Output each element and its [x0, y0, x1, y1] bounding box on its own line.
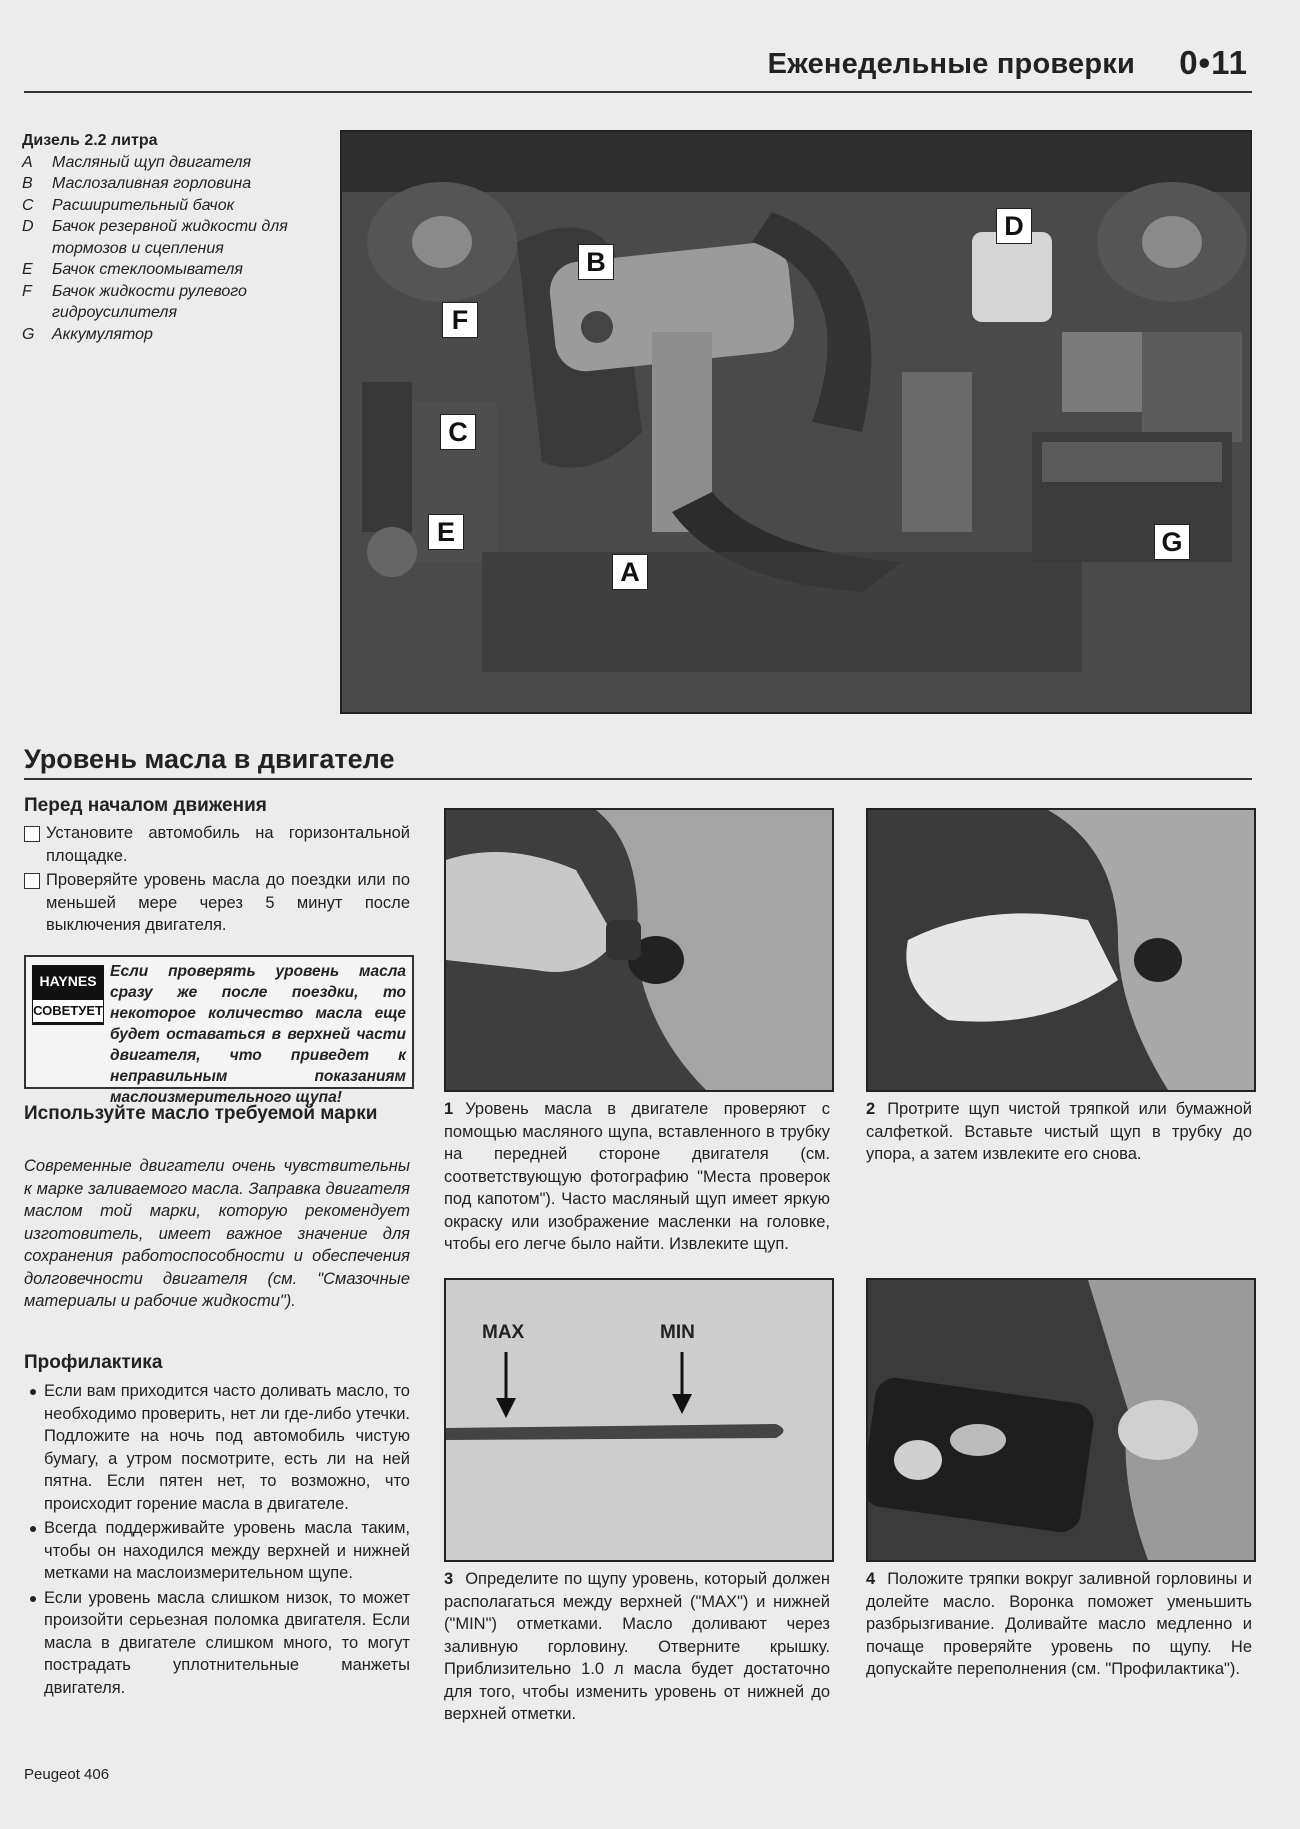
callout-b: B [578, 244, 614, 280]
step-4-caption: 4 Положите тряпки вокруг заливной горловины и долейте масло. Воронка поможет уменьшить разбрызгивание. Доливайте масло медленно и почаще проверяйте уровень по щупу. Не допускайте переполнения (см. "Профилактика"). [866, 1570, 1252, 1678]
prevention-item: Если вам приходится часто доливать масло, то необходимо проверить, нет ли где-либо утечки. Подложите на ночь под автомобиль чистую бумагу, а утром посмотрите, есть ли на ней пятна. Если пятен нет, то возможно, что происходит горение масла в двигателе. [30, 1380, 410, 1515]
callout-g: G [1154, 524, 1190, 560]
max-label: MAX [482, 1322, 525, 1343]
checklist-item: Проверяйте уровень масла до поездки или по меньшей мере через 5 минут после выключения двигателя. [24, 869, 410, 937]
engine-legend [22, 130, 342, 345]
prevention-heading: Профилактика [24, 1352, 163, 1373]
step-3-caption: 3 Определите по щупу уровень, который должен располагаться между верхней ("MAX") и нижней ("MIN") отметками. Масло доливают через заливную горловину. Отверните крышку. Приблизительно 1.0 л масла будет достаточно для того, чтобы изменить уровень от нижней до верхней отметки. [444, 1570, 830, 1723]
legend-item: C Расширительный бачок [22, 196, 235, 214]
checkbox-icon [24, 873, 40, 889]
section-title: Уровень масла в двигателе [24, 744, 395, 774]
prevention-item: Всегда поддерживайте уровень масла таким, чтобы он находился между верхней и нижней метками на маслоизмерительном щупе. [30, 1517, 410, 1585]
legend-title: Дизель 2.2 литра [22, 132, 158, 149]
checklist [24, 822, 410, 937]
haynes-tip-box [24, 955, 414, 1106]
legend-item: E Бачок стеклоомывателя [22, 261, 243, 278]
engine-bay-photo [340, 130, 1252, 714]
dipstick-removal-illustration [446, 810, 832, 1090]
page-footer: Peugeot 406 [24, 1766, 110, 1783]
callout-a: A [612, 554, 648, 590]
prevention-item: Если уровень масла слишком низок, то может произойти серьезная поломка двигателя. Если масла в двигателе слишком много, то могут пострадать уплотнительные манжеты двигателя. [30, 1587, 410, 1700]
legend-item: A Масляный щуп двигателя [22, 153, 252, 171]
callout-c: C [440, 414, 476, 450]
checklist-item: Установите автомобиль на горизонтальной площадке. [24, 822, 410, 867]
engine-bay-illustration [342, 132, 1250, 712]
callout-d: D [996, 208, 1032, 244]
step-3-photo [444, 1278, 834, 1562]
oil-grade-heading: Используйте масло требуемой марки [24, 1103, 378, 1124]
step-2-caption: 2 Протрите щуп чистой тряпкой или бумажной салфеткой. Вставьте чистый щуп в трубку до упора, а затем извлеките его снова. [866, 1100, 1252, 1163]
wipe-dipstick-illustration [868, 810, 1254, 1090]
callout-f: F [442, 302, 478, 338]
checkbox-icon [24, 826, 40, 842]
step-1-photo [444, 808, 834, 1092]
oil-grade-text: Современные двигатели очень чувствительны к марке заливаемого масла. Заправка двигателя маслом той марки, которую рекомендует изготовитель, имеет важное значение для сохранения работоспособности и обеспечения долговечности двигателя (см. "Смазочные материалы и рабочие жидкости"). [24, 1157, 410, 1310]
step-1-caption: 1 Уровень масла в двигателе проверяют с помощью масляного щупа, вставленного в трубку на передней стороне двигателя (см. соответствующую фотографию "Места проверок под капотом"). Часто масляный щуп имеет яркую окраску или изображение масленки на головке, чтобы его легче было найти. Извлеките щуп. [444, 1100, 830, 1253]
topping-up-oil-illustration [868, 1280, 1254, 1560]
legend-item: F Бачок жидкости рулевого гидроусилителя [22, 282, 247, 321]
section-rule [24, 778, 1252, 780]
step-2-photo [866, 808, 1256, 1092]
legend-item: B Маслозаливная горловина [22, 175, 252, 192]
haynes-logo: HAYNES СОВЕТУЕТ [32, 965, 104, 1025]
prevention-list [30, 1380, 410, 1699]
page-header-title: Еженедельные проверки [767, 48, 1135, 80]
min-label: MIN [660, 1322, 695, 1343]
legend-item: G Аккумулятор [22, 325, 153, 343]
header-rule [24, 91, 1252, 93]
step-4-photo [866, 1278, 1256, 1562]
tip-text: Если проверять уровень масла сразу же после поездки, то некоторое количество масла еще будет оставаться в верхней части двигателя, что приведет к неправильным показаниям маслоизмерительного щупа! [110, 963, 406, 1106]
legend-item: D Бачок резервной жидкости для тормозов и сцепления [22, 218, 288, 257]
page-number: 0•11 [1179, 44, 1248, 81]
before-driving-heading: Перед началом движения [24, 795, 267, 816]
callout-e: E [428, 514, 464, 550]
